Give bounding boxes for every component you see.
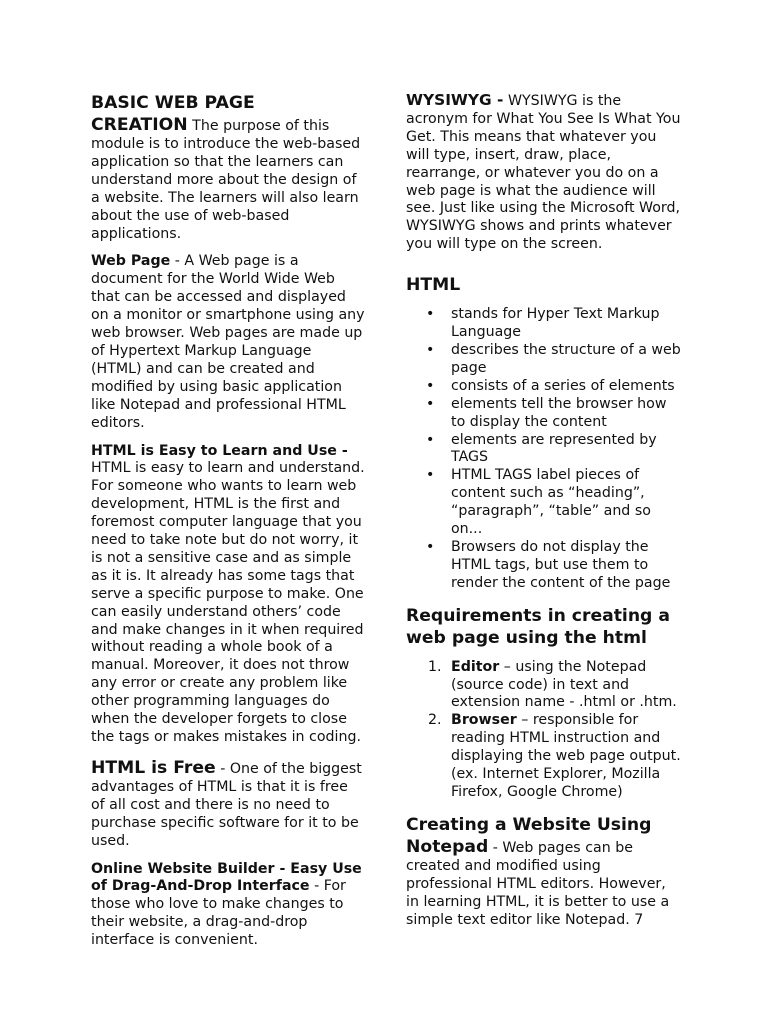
requirement-text: – responsible for reading HTML instruction and displaying the web page output. (ex. Internet Explorer, Mozilla Firefox, Google Chrome) <box>451 712 681 800</box>
creating-paragraph <box>406 814 682 930</box>
builder-paragraph <box>91 861 366 951</box>
bullet-marker: • <box>426 377 435 394</box>
wysiwyg-paragraph <box>406 92 682 254</box>
intro-paragraph <box>91 92 366 243</box>
free-text: - One of the biggest advantages of HTML is that it is free of all cost and there is no need to purchase specific software for it to be used. <box>91 760 362 849</box>
list-item: • elements are represented by TAGS <box>426 431 657 466</box>
requirements-heading: Requirements in creating a web page using the html <box>406 605 670 648</box>
left-column <box>91 92 366 950</box>
list-item: • Browsers do not display the HTML tags, but use them to render the content of the page <box>426 538 671 591</box>
easy-term: HTML is Easy to Learn and Use - <box>91 442 348 459</box>
free-paragraph <box>91 757 366 851</box>
list-item <box>406 659 682 713</box>
list-item <box>406 712 682 802</box>
html-bullet-list <box>406 306 682 593</box>
webpage-text: - A Web page is a document for the World Wide Web that can be accessed and displayed on a monitor or smartphone using any web browser. Web pages are made up of Hypertext Markup Language (HTML) and can be created and modified by using basic application like Notepad and professional HTML editors. <box>91 253 365 431</box>
intro-title-line1: BASIC WEB PAGE <box>91 93 255 113</box>
list-item: • consists of a series of elements <box>426 377 675 394</box>
requirements-list <box>406 659 682 802</box>
builder-term: Online Website Builder - Easy Use of Drag-And-Drop Interface <box>91 860 362 895</box>
wysiwyg-term: WYSIWYG - <box>406 91 504 109</box>
list-item: • describes the structure of a web page <box>426 341 681 376</box>
intro-text: The purpose of this module is to introduce the web-based application so that the learners can understand more about the design of a website. The learners will also learn about the use of web-based applications. <box>91 118 361 242</box>
list-number: 1. <box>428 658 442 675</box>
webpage-paragraph <box>91 253 366 432</box>
bullet-marker: • <box>426 431 435 448</box>
requirement-term: Browser <box>451 712 517 729</box>
list-item: • stands for Hyper Text Markup Language <box>426 306 660 341</box>
bullet-marker: • <box>426 538 435 555</box>
creating-title-line1: Creating a Website Using <box>406 814 652 835</box>
intro-title-line2: CREATION <box>91 115 188 135</box>
list-number: 2. <box>428 712 442 729</box>
list-item: • elements tell the browser how to display the content <box>426 395 667 430</box>
requirement-term: Editor <box>451 658 500 675</box>
bullet-marker: • <box>426 306 435 323</box>
easy-text: HTML is easy to learn and understand. For someone who wants to learn web development, HTML is the first and foremost computer language that you need to take note but do not worry, it is not a sensitive case and as simple as it is. It already has some tags that serve a specific purpose to make. One can easily understand others’ code and make changes in it when required without reading a whole book of a manual. Moreover, it does not throw any error or create any problem like other programming languages do when the developer forgets to close the tags or makes mistakes in coding. <box>91 460 365 745</box>
bullet-marker: • <box>426 467 435 484</box>
creating-title-line2: Notepad <box>406 836 489 857</box>
free-term: HTML is Free <box>91 757 216 778</box>
creating-text: - Web pages can be created and modified using professional HTML editors. However, in learning HTML, it is better to use a simple text editor like Notepad. 7 <box>406 839 670 928</box>
right-column <box>406 92 682 930</box>
easy-paragraph <box>91 443 366 747</box>
requirement-text: – using the Notepad (source code) in text and extension name - .html or .htm. <box>451 658 677 711</box>
wysiwyg-text: WYSIWYG is the acronym for What You See Is What You Get. This means that whatever you will type, insert, draw, place, rearrange, or whatever you do on a web page is what the audience will see. Just like using the Microsoft Word, WYSIWYG shows and prints whatever you will type on the screen. <box>406 93 681 253</box>
bullet-marker: • <box>426 395 435 412</box>
builder-text: - For those who love to make changes to their website, a drag-and-drop interface is convenient. <box>91 878 346 949</box>
bullet-marker: • <box>426 341 435 358</box>
webpage-term: Web Page <box>91 253 171 270</box>
html-heading: HTML <box>406 275 461 296</box>
list-item: • HTML TAGS label pieces of content such as “heading”, “paragraph”, “table” and so on... <box>426 467 651 538</box>
